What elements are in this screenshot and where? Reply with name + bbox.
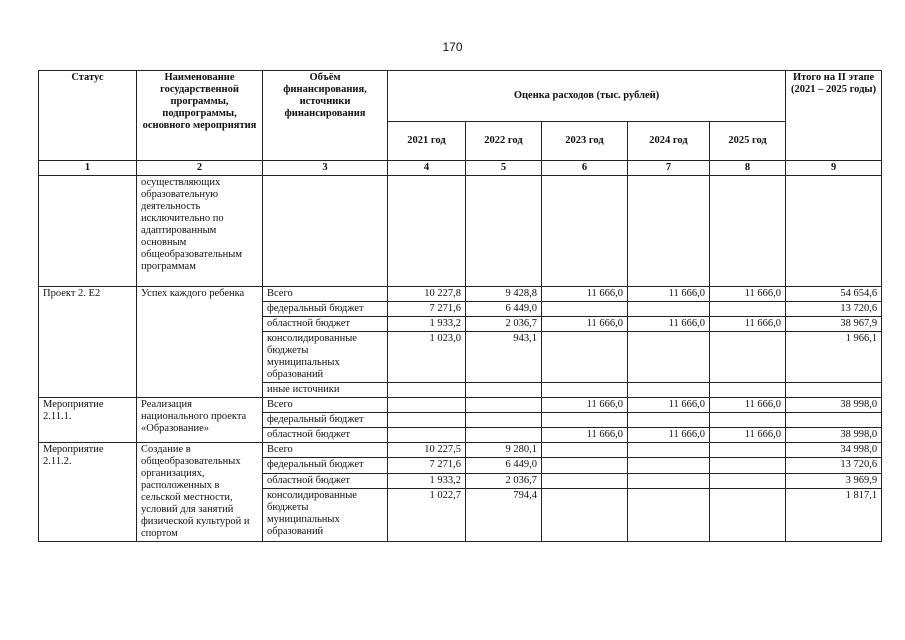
value-cell: 11 666,0 bbox=[710, 287, 786, 302]
page-number: 170 bbox=[442, 40, 463, 54]
total-cell: 1 817,1 bbox=[786, 489, 882, 542]
funding-source: Всего bbox=[263, 287, 388, 302]
value-cell bbox=[542, 473, 628, 488]
column-number: 2 bbox=[137, 161, 263, 176]
budget-table bbox=[38, 70, 882, 542]
column-number: 5 bbox=[466, 161, 542, 176]
value-cell: 1 023,0 bbox=[388, 332, 466, 383]
value-cell bbox=[542, 413, 628, 428]
funding-source: федеральный бюджет bbox=[263, 413, 388, 428]
column-number: 6 bbox=[542, 161, 628, 176]
value-cell bbox=[710, 458, 786, 473]
header-status: Статус bbox=[39, 71, 137, 161]
value-cell bbox=[466, 383, 542, 398]
value-cell bbox=[710, 383, 786, 398]
value-cell: 11 666,0 bbox=[542, 428, 628, 443]
value-cell bbox=[542, 332, 628, 383]
row-name: Успех каждого ребенка bbox=[137, 287, 263, 398]
value-cell bbox=[710, 443, 786, 458]
value-cell bbox=[628, 458, 710, 473]
value-cell bbox=[710, 473, 786, 488]
funding-source: областной бюджет bbox=[263, 428, 388, 443]
total-cell: 38 998,0 bbox=[786, 398, 882, 413]
value-cell: 11 666,0 bbox=[628, 398, 710, 413]
header-total: Итого на II этапе (2021 – 2025 годы) bbox=[786, 71, 882, 161]
header-year-2025: 2025 год bbox=[710, 122, 786, 161]
table-row bbox=[39, 443, 882, 458]
total-cell: 38 967,9 bbox=[786, 317, 882, 332]
value-cell: 1 933,2 bbox=[388, 473, 466, 488]
row-status: Мероприятие 2.11.1. bbox=[39, 398, 137, 443]
header-volume: Объём финансирования, источники финансирования bbox=[263, 71, 388, 161]
value-cell: 11 666,0 bbox=[542, 287, 628, 302]
table-row bbox=[39, 287, 882, 302]
row-status: Мероприятие 2.11.2. bbox=[39, 443, 137, 542]
value-cell bbox=[542, 458, 628, 473]
value-cell: 11 666,0 bbox=[628, 287, 710, 302]
value-cell: 10 227,5 bbox=[388, 443, 466, 458]
value-cell bbox=[628, 473, 710, 488]
funding-source: Всего bbox=[263, 443, 388, 458]
total-cell: 13 720,6 bbox=[786, 302, 882, 317]
funding-source: Всего bbox=[263, 398, 388, 413]
header-estimate: Оценка расходов (тыс. рублей) bbox=[388, 71, 786, 122]
value-cell bbox=[542, 383, 628, 398]
value-cell: 11 666,0 bbox=[542, 317, 628, 332]
funding-source: консолидированные бюджеты муниципальных образований bbox=[263, 332, 388, 383]
value-cell: 7 271,6 bbox=[388, 302, 466, 317]
value-cell bbox=[466, 398, 542, 413]
value-cell: 9 280,1 bbox=[466, 443, 542, 458]
column-number: 4 bbox=[388, 161, 466, 176]
continuation-text: осуществляющих образовательную деятельность исключительно по адаптированным основным общеобразовательным программам bbox=[137, 176, 263, 287]
total-cell bbox=[786, 383, 882, 398]
value-cell bbox=[466, 413, 542, 428]
value-cell: 10 227,8 bbox=[388, 287, 466, 302]
value-cell: 943,1 bbox=[466, 332, 542, 383]
value-cell bbox=[388, 413, 466, 428]
header-year-2022: 2022 год bbox=[466, 122, 542, 161]
value-cell bbox=[466, 428, 542, 443]
value-cell bbox=[710, 489, 786, 542]
value-cell bbox=[628, 413, 710, 428]
value-cell bbox=[628, 302, 710, 317]
value-cell: 11 666,0 bbox=[628, 317, 710, 332]
value-cell: 11 666,0 bbox=[710, 428, 786, 443]
value-cell: 794,4 bbox=[466, 489, 542, 542]
value-cell bbox=[388, 383, 466, 398]
value-cell bbox=[388, 428, 466, 443]
funding-source: иные источники bbox=[263, 383, 388, 398]
value-cell: 7 271,6 bbox=[388, 458, 466, 473]
value-cell bbox=[628, 332, 710, 383]
total-cell bbox=[786, 413, 882, 428]
table-row bbox=[39, 398, 882, 413]
value-cell: 6 449,0 bbox=[466, 458, 542, 473]
value-cell: 11 666,0 bbox=[542, 398, 628, 413]
total-cell: 13 720,6 bbox=[786, 458, 882, 473]
value-cell: 6 449,0 bbox=[466, 302, 542, 317]
funding-source: консолидированные бюджеты муниципальных образований bbox=[263, 489, 388, 542]
value-cell: 1 022,7 bbox=[388, 489, 466, 542]
value-cell bbox=[710, 413, 786, 428]
value-cell bbox=[628, 383, 710, 398]
row-status: Проект 2. Е2 bbox=[39, 287, 137, 398]
column-number: 1 bbox=[39, 161, 137, 176]
total-cell: 38 998,0 bbox=[786, 428, 882, 443]
value-cell: 11 666,0 bbox=[628, 428, 710, 443]
value-cell: 2 036,7 bbox=[466, 317, 542, 332]
value-cell bbox=[388, 398, 466, 413]
funding-source: федеральный бюджет bbox=[263, 458, 388, 473]
header-year-2024: 2024 год bbox=[628, 122, 710, 161]
value-cell bbox=[710, 302, 786, 317]
value-cell bbox=[542, 489, 628, 542]
value-cell bbox=[628, 489, 710, 542]
total-cell: 3 969,9 bbox=[786, 473, 882, 488]
value-cell: 2 036,7 bbox=[466, 473, 542, 488]
funding-source: областной бюджет bbox=[263, 317, 388, 332]
total-cell: 54 654,6 bbox=[786, 287, 882, 302]
value-cell: 1 933,2 bbox=[388, 317, 466, 332]
column-number: 8 bbox=[710, 161, 786, 176]
value-cell: 11 666,0 bbox=[710, 317, 786, 332]
value-cell bbox=[628, 443, 710, 458]
row-name: Реализация национального проекта «Образование» bbox=[137, 398, 263, 443]
total-cell: 1 966,1 bbox=[786, 332, 882, 383]
funding-source: федеральный бюджет bbox=[263, 302, 388, 317]
column-number: 7 bbox=[628, 161, 710, 176]
column-number: 9 bbox=[786, 161, 882, 176]
header-name: Наименование государственной программы, подпрограммы, основного мероприятия bbox=[137, 71, 263, 161]
row-name: Создание в общеобразовательных организациях, расположенных в сельской местности, условий для занятий физической культурой и спортом bbox=[137, 443, 263, 542]
header-year-2021: 2021 год bbox=[388, 122, 466, 161]
total-cell: 34 998,0 bbox=[786, 443, 882, 458]
value-cell: 11 666,0 bbox=[710, 398, 786, 413]
header-year-2023: 2023 год bbox=[542, 122, 628, 161]
value-cell: 9 428,8 bbox=[466, 287, 542, 302]
value-cell bbox=[542, 443, 628, 458]
table-row bbox=[39, 176, 882, 287]
value-cell bbox=[710, 332, 786, 383]
column-number: 3 bbox=[263, 161, 388, 176]
value-cell bbox=[542, 302, 628, 317]
funding-source: областной бюджет bbox=[263, 473, 388, 488]
